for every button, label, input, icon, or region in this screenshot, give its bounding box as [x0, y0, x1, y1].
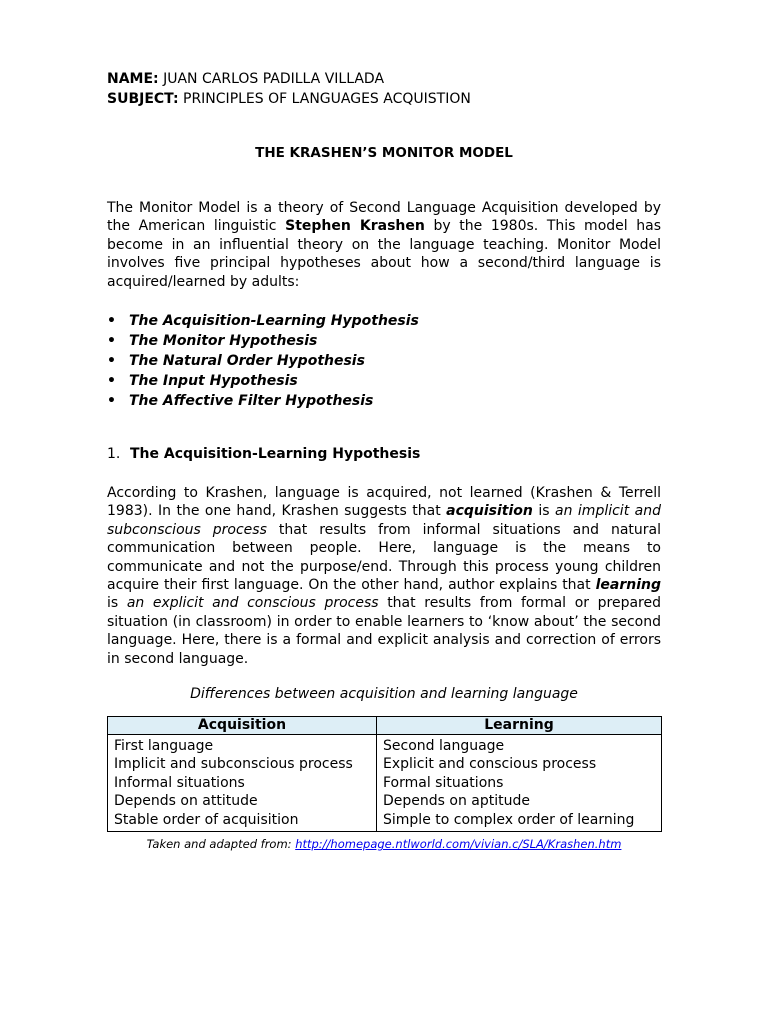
- section-title-text: The Acquisition-Learning Hypothesis: [130, 446, 421, 462]
- list-item: • The Natural Order Hypothesis: [107, 351, 419, 371]
- section-text: According to Krashen, language is acquired, not learned (Krashen & Terrell 1983). In the one hand, Krashen suggests that: [107, 485, 661, 520]
- table-cell: Depends on aptitude: [377, 792, 662, 810]
- list-item: • The Affective Filter Hypothesis: [107, 391, 419, 411]
- subject-label: SUBJECT:: [107, 91, 179, 107]
- section-text: is: [107, 595, 127, 612]
- column-header-learning: Learning: [377, 717, 662, 735]
- table-cell: Depends on attitude: [108, 792, 377, 810]
- name-line: [107, 69, 471, 89]
- table-header-row: [108, 717, 662, 735]
- emphasis-text: an explicit and conscious process: [126, 595, 379, 612]
- name-value: JUAN CARLOS PADILLA VILLADA: [158, 71, 385, 87]
- table-cell: Implicit and subconscious process: [108, 755, 377, 773]
- source-label: Taken and adapted from:: [146, 837, 296, 851]
- subject-value: PRINCIPLES OF LANGUAGES ACQUISTION: [178, 91, 471, 107]
- table-cell: Simple to complex order of learning: [377, 811, 662, 832]
- table-cell: Stable order of acquisition: [108, 811, 377, 832]
- table-cell: Informal situations: [108, 774, 377, 792]
- table-row: [108, 774, 662, 792]
- term-acquisition: acquisition: [446, 503, 533, 520]
- intro-text-2: by the 1980s. This model has become in an influential theory on the language teaching. Monitor Model involves five principal hypotheses about how a second/third language is acquired/learned by adults:: [107, 218, 662, 290]
- term-learning: learning: [595, 577, 661, 594]
- section-text: is: [532, 503, 555, 520]
- table-row: [108, 755, 662, 773]
- differences-table: [107, 716, 662, 832]
- intro-paragraph: [107, 199, 661, 291]
- intro-author: Stephen Krashen: [285, 218, 425, 235]
- source-link[interactable]: http://homepage.ntlworld.com/vivian.c/SLA/Krashen.htm: [295, 837, 622, 851]
- table-row: [108, 811, 662, 832]
- source-note: [0, 837, 768, 851]
- document-title: THE KRASHEN’S MONITOR MODEL: [255, 145, 513, 161]
- section-heading: [107, 446, 420, 462]
- table-cell: First language: [108, 735, 377, 756]
- table-row: [108, 735, 662, 756]
- subject-line: [107, 89, 471, 109]
- section-text: that results from informal situations and natural communication between people. Here, language is the means to communicate and not the purpose/end. Through this process young children acquire their first language. On the other hand, author explains that: [107, 521, 661, 594]
- document-header: [107, 69, 471, 109]
- table-cell: Second language: [377, 735, 662, 756]
- table-cell: Formal situations: [377, 774, 662, 792]
- emphasis-text: an implicit and subconscious process: [107, 503, 661, 538]
- intro-text-1: The Monitor Model is a theory of Second Language Acquisition developed by the American linguistic: [107, 200, 661, 235]
- column-header-acquisition: Acquisition: [108, 717, 377, 735]
- table-cell: Explicit and conscious process: [377, 755, 662, 773]
- section-text: that results from formal or prepared situation (in classroom) in order to enable learners to ‘know about’ the second language. Here, there is a formal and explicit analysis and correction of errors in second language.: [107, 595, 661, 667]
- name-label: NAME:: [107, 71, 159, 87]
- hypotheses-list: [107, 311, 419, 411]
- table-caption: Differences between acquisition and learning language: [190, 686, 578, 702]
- list-item: • The Monitor Hypothesis: [107, 331, 419, 351]
- section-paragraph: [107, 484, 661, 668]
- list-item: • The Input Hypothesis: [107, 371, 419, 391]
- table-row: [108, 792, 662, 810]
- list-item: • The Acquisition-Learning Hypothesis: [107, 311, 419, 331]
- section-number: 1.: [107, 446, 121, 462]
